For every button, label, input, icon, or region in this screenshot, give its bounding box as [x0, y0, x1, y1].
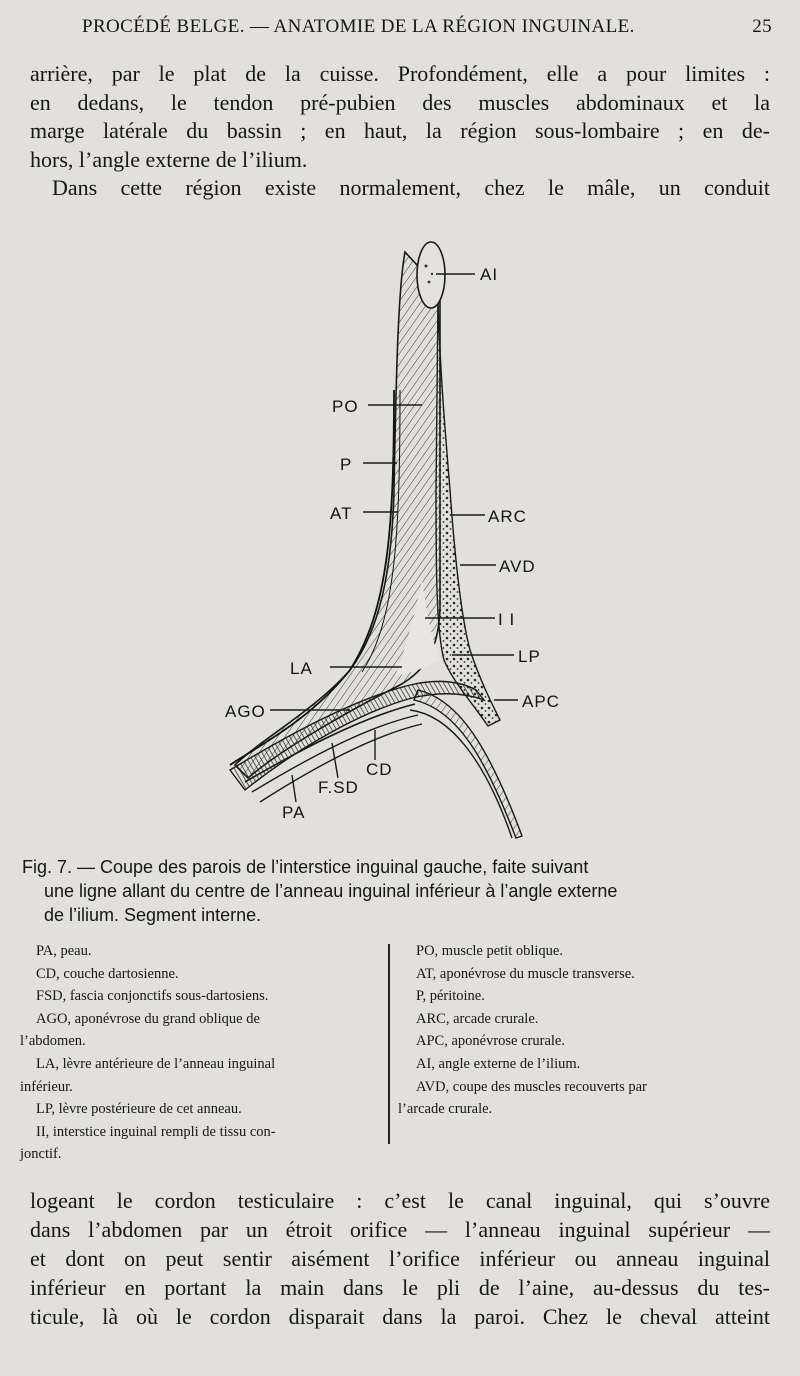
- legend-entry: FSD, fascia conjonctifs sous-dartosiens.: [36, 988, 269, 1005]
- label-avd: AVD: [499, 557, 536, 576]
- legend-left-column: [20, 940, 382, 1166]
- running-title: PROCÉDÉ BELGE. — ANATOMIE DE LA RÉGION INGUINALE.: [82, 16, 635, 37]
- text-line: ticule, là où le cordon disparait dans la paroi. Chez le cheval atteint: [30, 1304, 770, 1329]
- label-p: P: [340, 455, 353, 474]
- ilium-angle-shape: [417, 242, 445, 308]
- label-ai: AI: [480, 265, 499, 284]
- label-la: LA: [290, 659, 313, 678]
- label-po: PO: [332, 397, 359, 416]
- legend-entry: PA, peau.: [36, 943, 92, 959]
- crural-aponeurosis-shape: [414, 690, 522, 838]
- figure-drawing: [200, 230, 580, 850]
- label-ago: AGO: [225, 702, 266, 721]
- leader-line-fsd: [332, 743, 338, 778]
- text-line: marge latérale du bassin ; en haut, la région sous-lombaire ; en de-: [30, 118, 770, 143]
- legend-entry: AT, aponévrose du muscle transverse.: [416, 965, 635, 982]
- label-cd: CD: [366, 760, 393, 779]
- label-arc: ARC: [488, 507, 527, 526]
- caption-line: de l’ilium. Segment interne.: [44, 905, 262, 925]
- anatomical-figure: [200, 230, 580, 850]
- legend-entry: LP, lèvre postérieure de cet anneau.: [36, 1101, 242, 1118]
- text-line: Dans cette région existe normalement, chez le mâle, un conduit: [52, 175, 770, 200]
- legend-entry: APC, aponévrose crurale.: [416, 1033, 565, 1050]
- label-fsd: F.SD: [318, 778, 359, 797]
- legend-entry: PO, muscle petit oblique.: [416, 943, 563, 959]
- label-apc: APC: [522, 692, 560, 711]
- bottom-paragraph: [30, 1186, 770, 1331]
- text-line: inférieur en portant la main dans le pli de l’aine, au-dessus du tes-: [30, 1275, 770, 1300]
- top-paragraph: [30, 60, 770, 203]
- text-line: logeant le cordon testiculaire : c’est le canal inguinal, qui s’ouvre: [30, 1188, 770, 1213]
- text-line: dans l’abdomen par un étroit orifice — l’anneau inguinal supérieur —: [30, 1217, 770, 1242]
- label-pa: PA: [282, 803, 306, 822]
- page-number: 25: [752, 16, 772, 37]
- legend-entry: P, péritoine.: [416, 988, 485, 1005]
- legend-entry: AVD, coupe des muscles recouverts par l’arcade crurale.: [398, 1078, 647, 1118]
- legend-entry: II, interstice inguinal rempli de tissu con- jonctif.: [20, 1123, 276, 1163]
- figure-caption: [22, 855, 764, 927]
- bone-dot: [428, 281, 431, 284]
- text-line: et dont on peut sentir aisément l’orifice inférieur ou anneau inguinal: [30, 1246, 770, 1271]
- label-ii: I I: [498, 610, 516, 629]
- legend-entry: AGO, aponévrose du grand oblique de l’abdomen.: [20, 1010, 260, 1050]
- leader-line-pa: [292, 775, 296, 802]
- legend-entry: LA, lèvre antérieure de l’anneau inguinal inférieur.: [20, 1055, 276, 1095]
- legend-right-column: [398, 940, 778, 1121]
- figure-legend: [20, 940, 780, 1163]
- caption-line: une ligne allant du centre de l’anneau inguinal inférieur à l’angle externe: [44, 881, 618, 901]
- text-line: arrière, par le plat de la cuisse. Profondément, elle a pour limites :: [30, 61, 770, 86]
- label-at: AT: [330, 504, 353, 523]
- bone-dot: [431, 273, 433, 275]
- legend-entry: AI, angle externe de l’ilium.: [416, 1055, 581, 1072]
- text-line: en dedans, le tendon pré-pubien des muscles abdominaux et la: [30, 89, 770, 115]
- bone-dot: [425, 265, 428, 268]
- legend-entry: ARC, arcade crurale.: [416, 1010, 539, 1027]
- caption-line: Fig. 7. — Coupe des parois de l’interstice inguinal gauche, faite suivant: [22, 857, 589, 877]
- text-line: hors, l’angle externe de l’ilium.: [30, 146, 308, 172]
- legend-entry: CD, couche dartosienne.: [36, 965, 179, 982]
- legend-divider: [388, 944, 390, 1144]
- label-lp: LP: [518, 647, 541, 666]
